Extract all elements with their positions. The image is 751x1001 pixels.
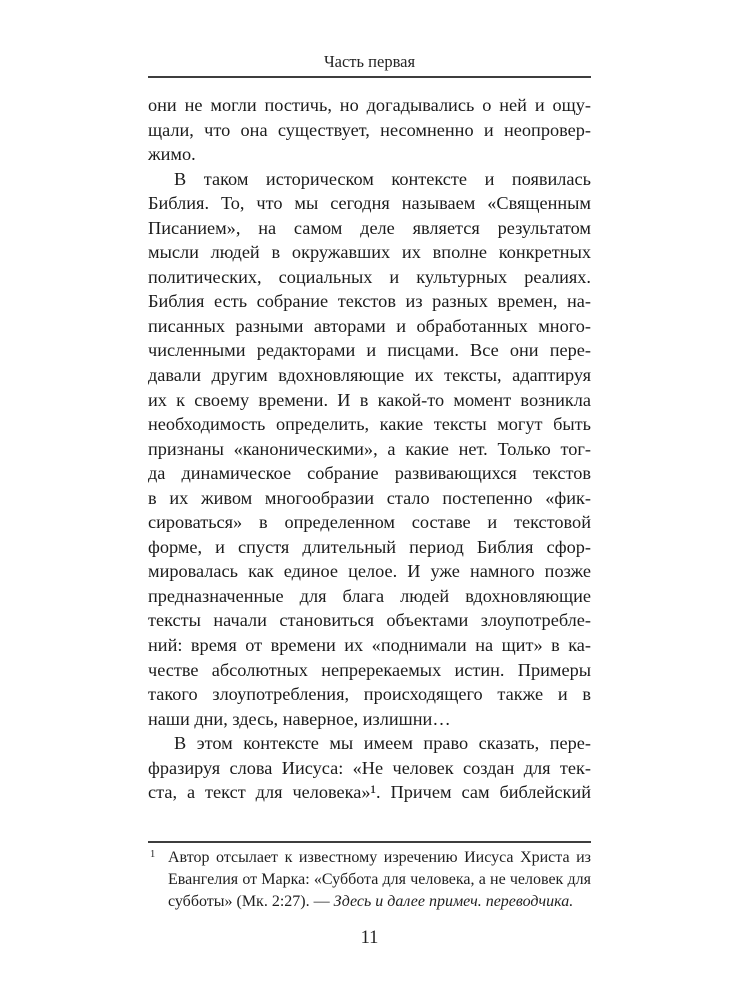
footnote-line [168, 891, 591, 913]
body-line: предназначенные для блага людей вдохновляющие [148, 585, 591, 606]
footnote-translator-note: Здесь и далее примеч. переводчика. [333, 893, 574, 910]
body-line: необходимость определить, какие тексты могут быть [148, 414, 591, 435]
page-body [148, 93, 591, 805]
footnote-text: субботы» (Мк. 2:27). — [168, 893, 334, 910]
body-line: В таком историческом контексте и появилась [174, 168, 591, 189]
body-line: щали, что она существует, несомненно и неопровер- [148, 119, 591, 140]
footnote [148, 847, 591, 913]
body-line: тексты начали становиться объектами злоупотребле- [148, 610, 591, 631]
body-line: писанных разными авторами и обработанных много- [148, 315, 591, 336]
body-line: сироваться» в определенном составе и текстовой [148, 512, 591, 533]
body-line: давали другим вдохновляющие их тексты, адаптируя [148, 365, 591, 386]
body-line: они не могли постичь, но догадывались о ней и ощу- [148, 95, 591, 115]
body-line: жимо. [148, 144, 196, 165]
header-rule [148, 76, 591, 78]
body-line: Писанием», на самом деле является результатом [148, 217, 591, 238]
footnote-marker: 1 [150, 849, 156, 860]
body-line: их к своему времени. И в какой-то момент возникла [148, 389, 591, 410]
body-line: ний: время от времени их «поднимали на щит» в ка- [148, 635, 591, 656]
footnote-text: Автор отсылает к известному изречению Иисуса Христа из [168, 849, 591, 866]
paragraph [148, 731, 591, 805]
body-line: такого злоупотребления, происходящего также и в [148, 684, 591, 705]
body-line: признаны «каноническими», а какие нет. Только тог- [148, 438, 591, 459]
footnote-text: Евангелия от Марка: «Суббота для человека, а не человек для [168, 871, 591, 888]
footnote-line [168, 847, 591, 869]
body-line: честве абсолютных непререкаемых истин. Примеры [148, 659, 591, 680]
body-line: в их живом многообразии стало постепенно «фик- [148, 487, 591, 508]
running-head: Часть первая [323, 52, 416, 71]
body-line: Библия. То, что мы сегодня называем «Священным [148, 193, 591, 214]
footnote-lines [168, 847, 591, 913]
body-line: фразируя слова Иисуса: «Не человек создан для тек- [148, 757, 591, 778]
body-line: политических, социальных и культурных реалиях. [148, 266, 591, 287]
body-line: В этом контексте мы имеем право сказать, пере- [174, 733, 591, 754]
body-line: да динамическое собрание развивающихся текстов [148, 463, 591, 484]
footnote-line [168, 869, 591, 891]
body-line: численными редакторами и писцами. Все они пере- [148, 340, 591, 361]
paragraph [148, 167, 591, 732]
body-line: мысли людей в окружавших их вполне конкретных [148, 242, 591, 263]
paragraph [148, 93, 591, 167]
body-line: наши дни, здесь, наверное, излишни… [148, 708, 451, 729]
footnote-rule [148, 841, 591, 843]
body-line: форме, и спустя длительный период Библия сфор- [148, 536, 591, 557]
page-number: 11 [360, 928, 379, 948]
body-line: мировалась как единое целое. И уже намного позже [148, 561, 591, 582]
body-line: ста, а текст для человека»¹. Причем сам библейский [148, 782, 591, 803]
body-line: Библия есть собрание текстов из разных времен, на- [148, 291, 591, 312]
